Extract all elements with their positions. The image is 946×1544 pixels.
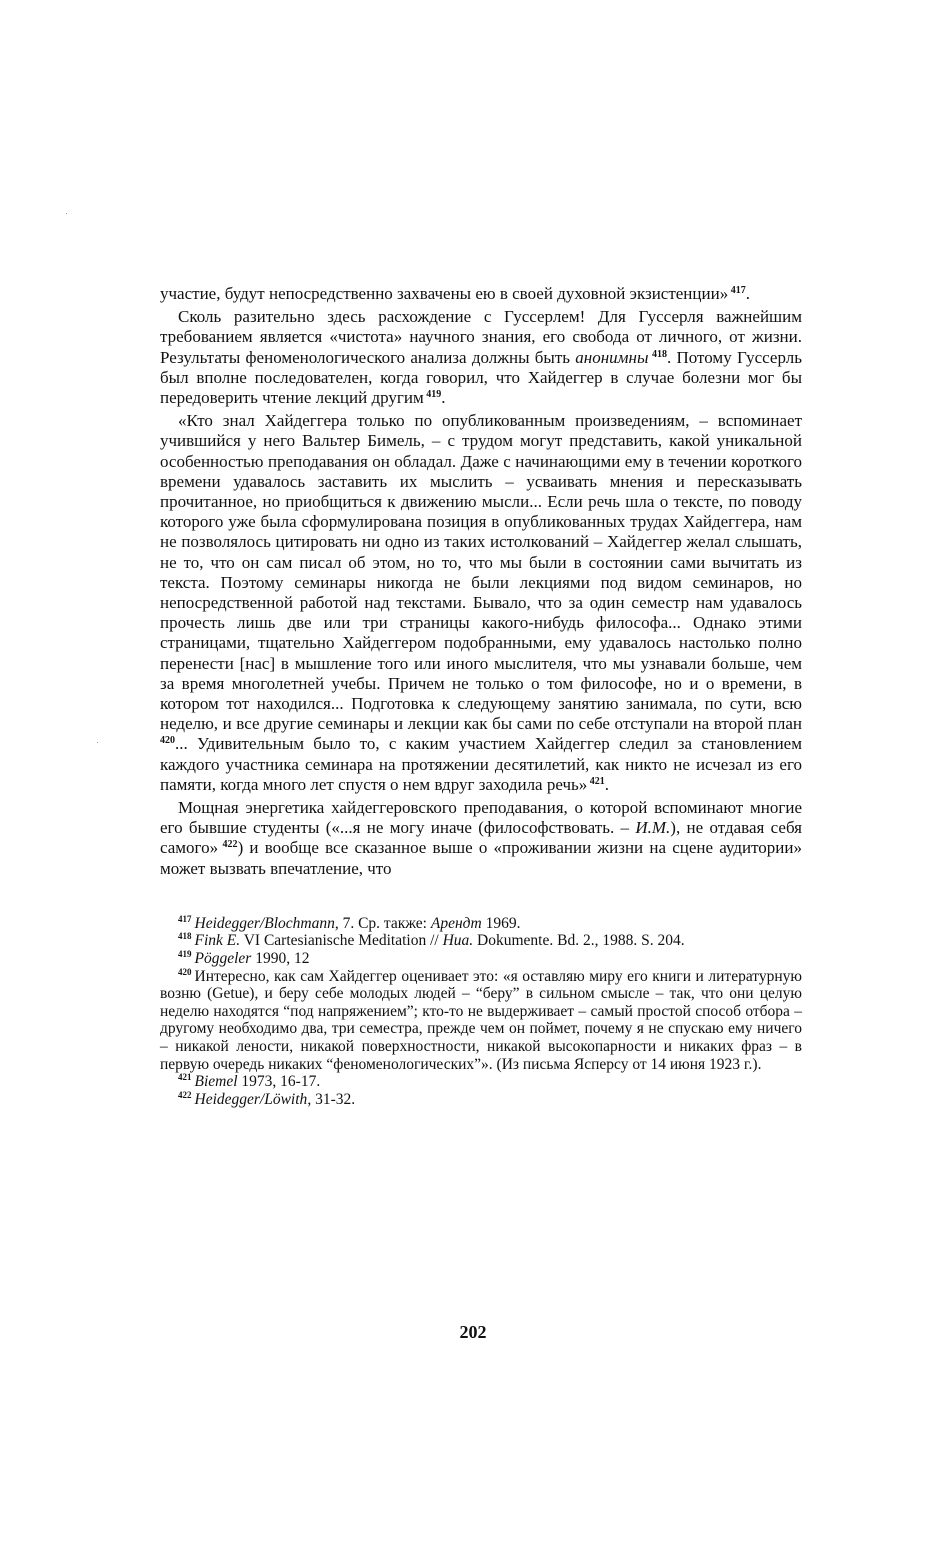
footnote-ref: 422	[218, 839, 238, 851]
page-number: 202	[459, 1322, 487, 1342]
footnote	[160, 1091, 802, 1109]
footnote-number: 422	[178, 1089, 192, 1100]
footnote-ref: 418	[648, 348, 667, 360]
text-run: .	[604, 774, 610, 794]
paragraph	[160, 284, 802, 304]
footnote-number: 419	[178, 949, 192, 960]
footnote	[160, 1073, 802, 1091]
italic-text: Fink E.	[194, 932, 241, 950]
text-run: 1990, 12	[251, 950, 310, 968]
footnote-number: 421	[178, 1072, 192, 1083]
paragraph	[160, 798, 802, 879]
italic-text: Heidegger/Löwith	[194, 1090, 308, 1108]
italic-text: Hua.	[442, 932, 474, 950]
text-run: Сколь разительно здесь расхождение с Гуссерлем! Для Гуссерля важнейшим требованием является «чистота» научного знания, его свобода от личного, от жизни. Результаты феноменологического анализа должны быть	[160, 307, 802, 367]
text-run: Мощная энергетика хайдеггеровского преподавания, о которой вспоминают многие его бывшие студенты («...я не могу иначе (философствовать. –	[160, 798, 802, 838]
footnote-number: 418	[178, 931, 192, 942]
text-run: 1973, 16-17.	[237, 1073, 321, 1091]
footnote	[160, 968, 802, 1074]
footnote	[160, 915, 802, 933]
text-run: ) и вообще все сказанное выше о «проживании жизни на сцене аудитории» может вызвать впечатление, что	[160, 838, 802, 878]
text-run: .	[441, 388, 446, 408]
footnote-ref: 419	[423, 389, 442, 401]
page-content	[160, 284, 802, 1108]
text-run: , 31-32.	[307, 1090, 356, 1108]
italic-text: Biemel	[194, 1073, 238, 1091]
text-run: VI Cartesianische Meditation //	[240, 932, 443, 950]
footnotes	[160, 915, 802, 1109]
italic-text: И.М.	[635, 818, 671, 838]
italic-text: Pöggeler	[194, 950, 252, 968]
text-run: , 7. Ср. также:	[334, 914, 431, 932]
footnote-number: 420	[178, 966, 192, 977]
footnote-ref: 421	[587, 775, 605, 787]
italic-text: анонимны	[575, 347, 649, 367]
footnote-ref: 420	[160, 735, 175, 747]
text-run: «Кто знал Хайдеггера только по опубликованным произведениям, – вспоминает учившийся у него Вальтер Бимель, – с трудом могут представить, какой уникальной особенностью преподавания он обладал. Даже с начинающими ему в течении короткого времени удавалось заставить их мыслить – усваивать мнения и пересказывать прочитанное, но приобщиться к движению мысли... Если речь шла о тексте, по поводу которого уже была сформулирована позиция в опубликованных трудах Хайдеггера, нам не позволялось цитировать ни одно из таких истолкований – Хайдеггер желал слышать, не то, что он сам писал об этом, но то, что мы были в состоянии сами вычитать из текста. Поэтому семинары никогда не были лекциями под видом семинаров, но непосредственной работой над текстами. Бывало, что за один семестр нам удавалось прочесть лишь две или три страницы какого-нибудь философа... Однако этими страницами, тщательно Хайдеггером подобранными, ему удавалось настолько полно перенести [нас] в мышление того или иного мыслителя, что мы узнавали больше, чем за время многолетней учебы. Причем не только о том философе, но и о времени, в котором тот находился... Подготовка к следующему занятию занимала, по сути, всю неделю, и все другие семинары и лекции как бы сами по себе отступали на второй план	[160, 411, 802, 734]
italic-text: Арендт	[430, 914, 482, 932]
paragraph	[160, 307, 802, 408]
text-run: .	[745, 284, 750, 303]
scan-speck	[97, 742, 98, 743]
text-run: ... Удивительным было то, с каким участием Хайдеггер следил за становлением каждого участника семинара на протяжении десятилетий, как никто не исчезал из его памяти, когда много лет спустя о нем вдруг заходила речь»	[160, 734, 802, 794]
paragraph	[160, 411, 802, 795]
italic-text: Heidegger/Blochmann	[194, 914, 335, 932]
main-text	[160, 284, 802, 879]
footnote	[160, 950, 802, 968]
text-run: Dokumente. Bd. 2., 1988. S. 204.	[473, 932, 685, 950]
footnote-ref: 417	[728, 285, 746, 296]
text-run: Интересно, как сам Хайдеггер оценивает это: «я оставляю миру его книги и литературную возню (Getue), и беру себе молодых людей – “беру” в сильном смысле – так, что они целую неделю находятся “под напряжением”; кто-то не выдерживает – самый простой способ отбора – другому необходимо два, три семестра, прежде чем он поймет, почему я не спускаю ему ничего – никакой лености, никакой поверхностности, никакой высокопарности и никаких фраз – в первую очередь никаких “феноменологических”». (Из письма Ясперсу от 14 июня 1923 г.).	[160, 967, 802, 1073]
footnote-number: 417	[178, 913, 192, 924]
text-run: ), не отдавая себя самого»	[160, 818, 802, 858]
text-run: . Потому Гуссерль был вполне последователен, когда говорил, что Хайдеггер в случае болезни мог бы передоверить чтение лекций другим	[160, 347, 802, 408]
scan-speck	[66, 213, 67, 214]
footnote	[160, 932, 802, 950]
text-run: участие, будут непосредственно захвачены ею в своей духовной экзистенции»	[160, 284, 729, 303]
text-run: 1969.	[481, 914, 521, 932]
